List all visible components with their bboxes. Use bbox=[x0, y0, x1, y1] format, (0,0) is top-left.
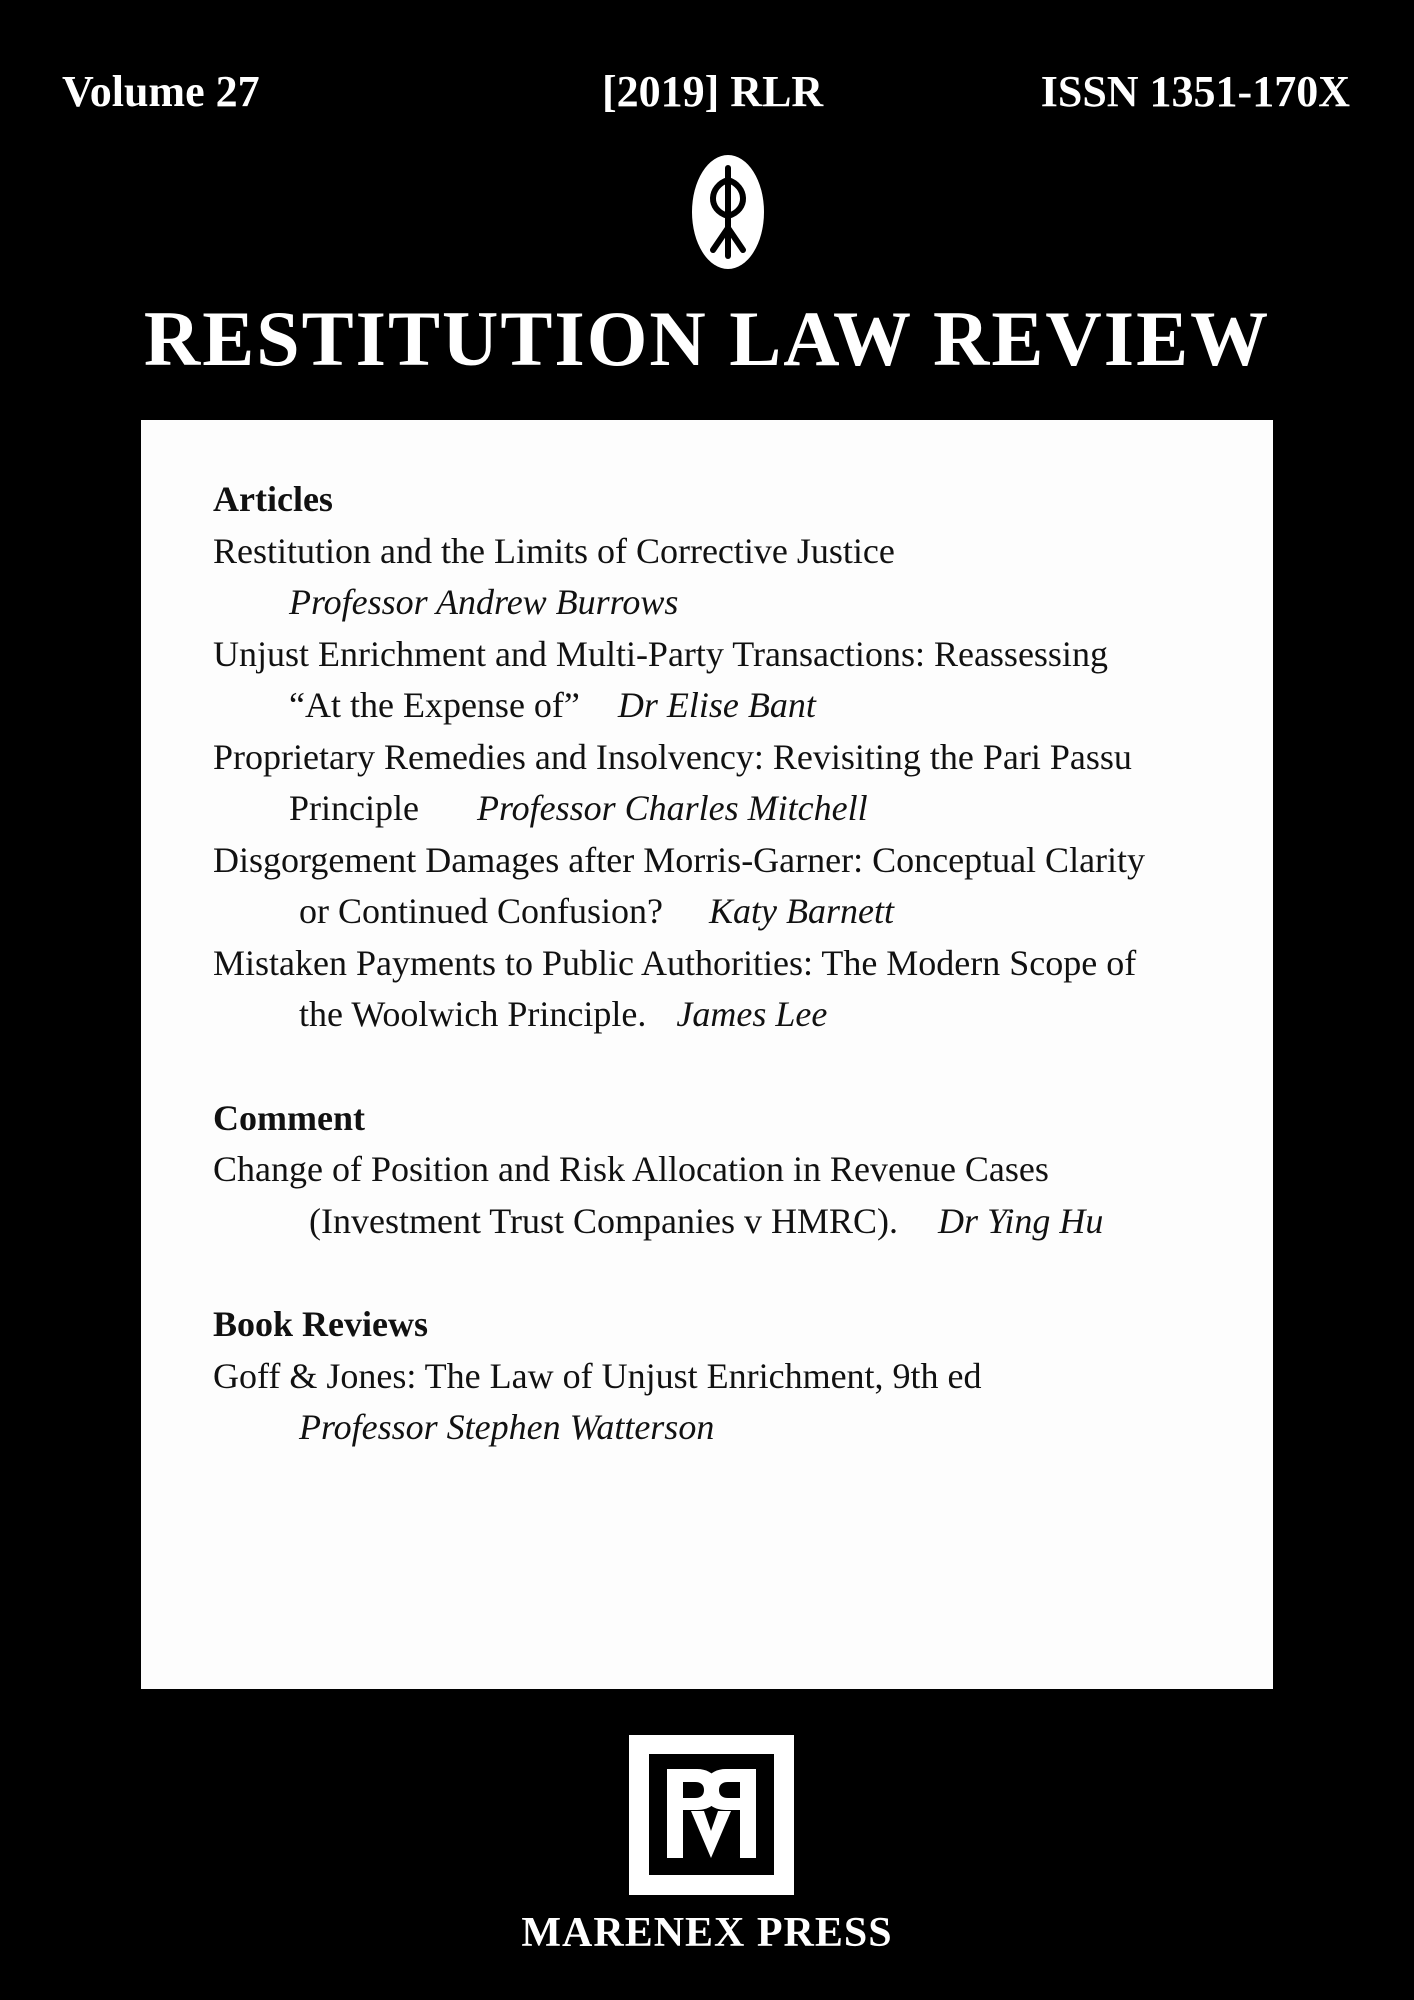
articles-heading: Articles bbox=[213, 479, 333, 519]
review-entry bbox=[213, 1351, 1145, 1454]
comment-entry bbox=[213, 1144, 1145, 1247]
article-title-continued: or Continued Confusion? bbox=[299, 891, 663, 931]
article-title-continued: “At the Expense of” bbox=[289, 685, 580, 725]
publisher-name: MARENEX PRESS bbox=[521, 1910, 893, 1956]
restitution-symbol-icon bbox=[689, 152, 767, 272]
comment-title-continued: (Investment Trust Companies v HMRC). bbox=[309, 1200, 899, 1241]
article-title-continued: Principle bbox=[289, 788, 419, 828]
article-title: Restitution and the Limits of Corrective Justice bbox=[213, 530, 895, 571]
article-author: Professor Andrew Burrows bbox=[289, 582, 679, 622]
comment-title: Change of Position and Risk Allocation in Revenue Cases bbox=[213, 1149, 1049, 1189]
article-author: Professor Charles Mitchell bbox=[476, 788, 868, 828]
volume-label: Volume 27 bbox=[62, 67, 260, 116]
article-title: Proprietary Remedies and Insolvency: Revisiting the Pari Passu bbox=[213, 736, 1132, 777]
review-author: Professor Stephen Watterson bbox=[299, 1407, 715, 1447]
article-title: Disgorgement Damages after Morris-Garner: Conceptual Clarity bbox=[213, 839, 1146, 880]
table-of-contents bbox=[213, 474, 1145, 1454]
issn-label: ISSN 1351-170X bbox=[1040, 67, 1350, 116]
review-title: Goff & Jones: The Law of Unjust Enrichment, 9th ed bbox=[213, 1355, 982, 1396]
contents-panel bbox=[141, 420, 1273, 1689]
article-entry bbox=[213, 526, 1145, 629]
comment-author: Dr Ying Hu bbox=[938, 1200, 1104, 1241]
article-entry bbox=[213, 835, 1145, 938]
article-author: James Lee bbox=[676, 994, 828, 1034]
book-reviews-heading: Book Reviews bbox=[213, 1304, 428, 1344]
article-title: Unjust Enrichment and Multi-Party Transactions: Reassessing bbox=[213, 633, 1108, 674]
article-author: Dr Elise Bant bbox=[617, 685, 816, 725]
article-entry bbox=[213, 732, 1145, 835]
article-title-continued: the Woolwich Principle. bbox=[299, 994, 647, 1034]
article-author: Katy Barnett bbox=[708, 891, 894, 931]
rr-monogram-logo bbox=[629, 1735, 794, 1895]
journal-title: RESTITUTION LAW REVIEW bbox=[143, 295, 1271, 382]
article-entry bbox=[213, 629, 1145, 732]
citation-label: [2019] RLR bbox=[602, 67, 824, 116]
article-title: Mistaken Payments to Public Authorities: The Modern Scope of bbox=[213, 942, 1137, 983]
article-entry bbox=[213, 938, 1145, 1041]
comment-heading: Comment bbox=[213, 1097, 365, 1138]
